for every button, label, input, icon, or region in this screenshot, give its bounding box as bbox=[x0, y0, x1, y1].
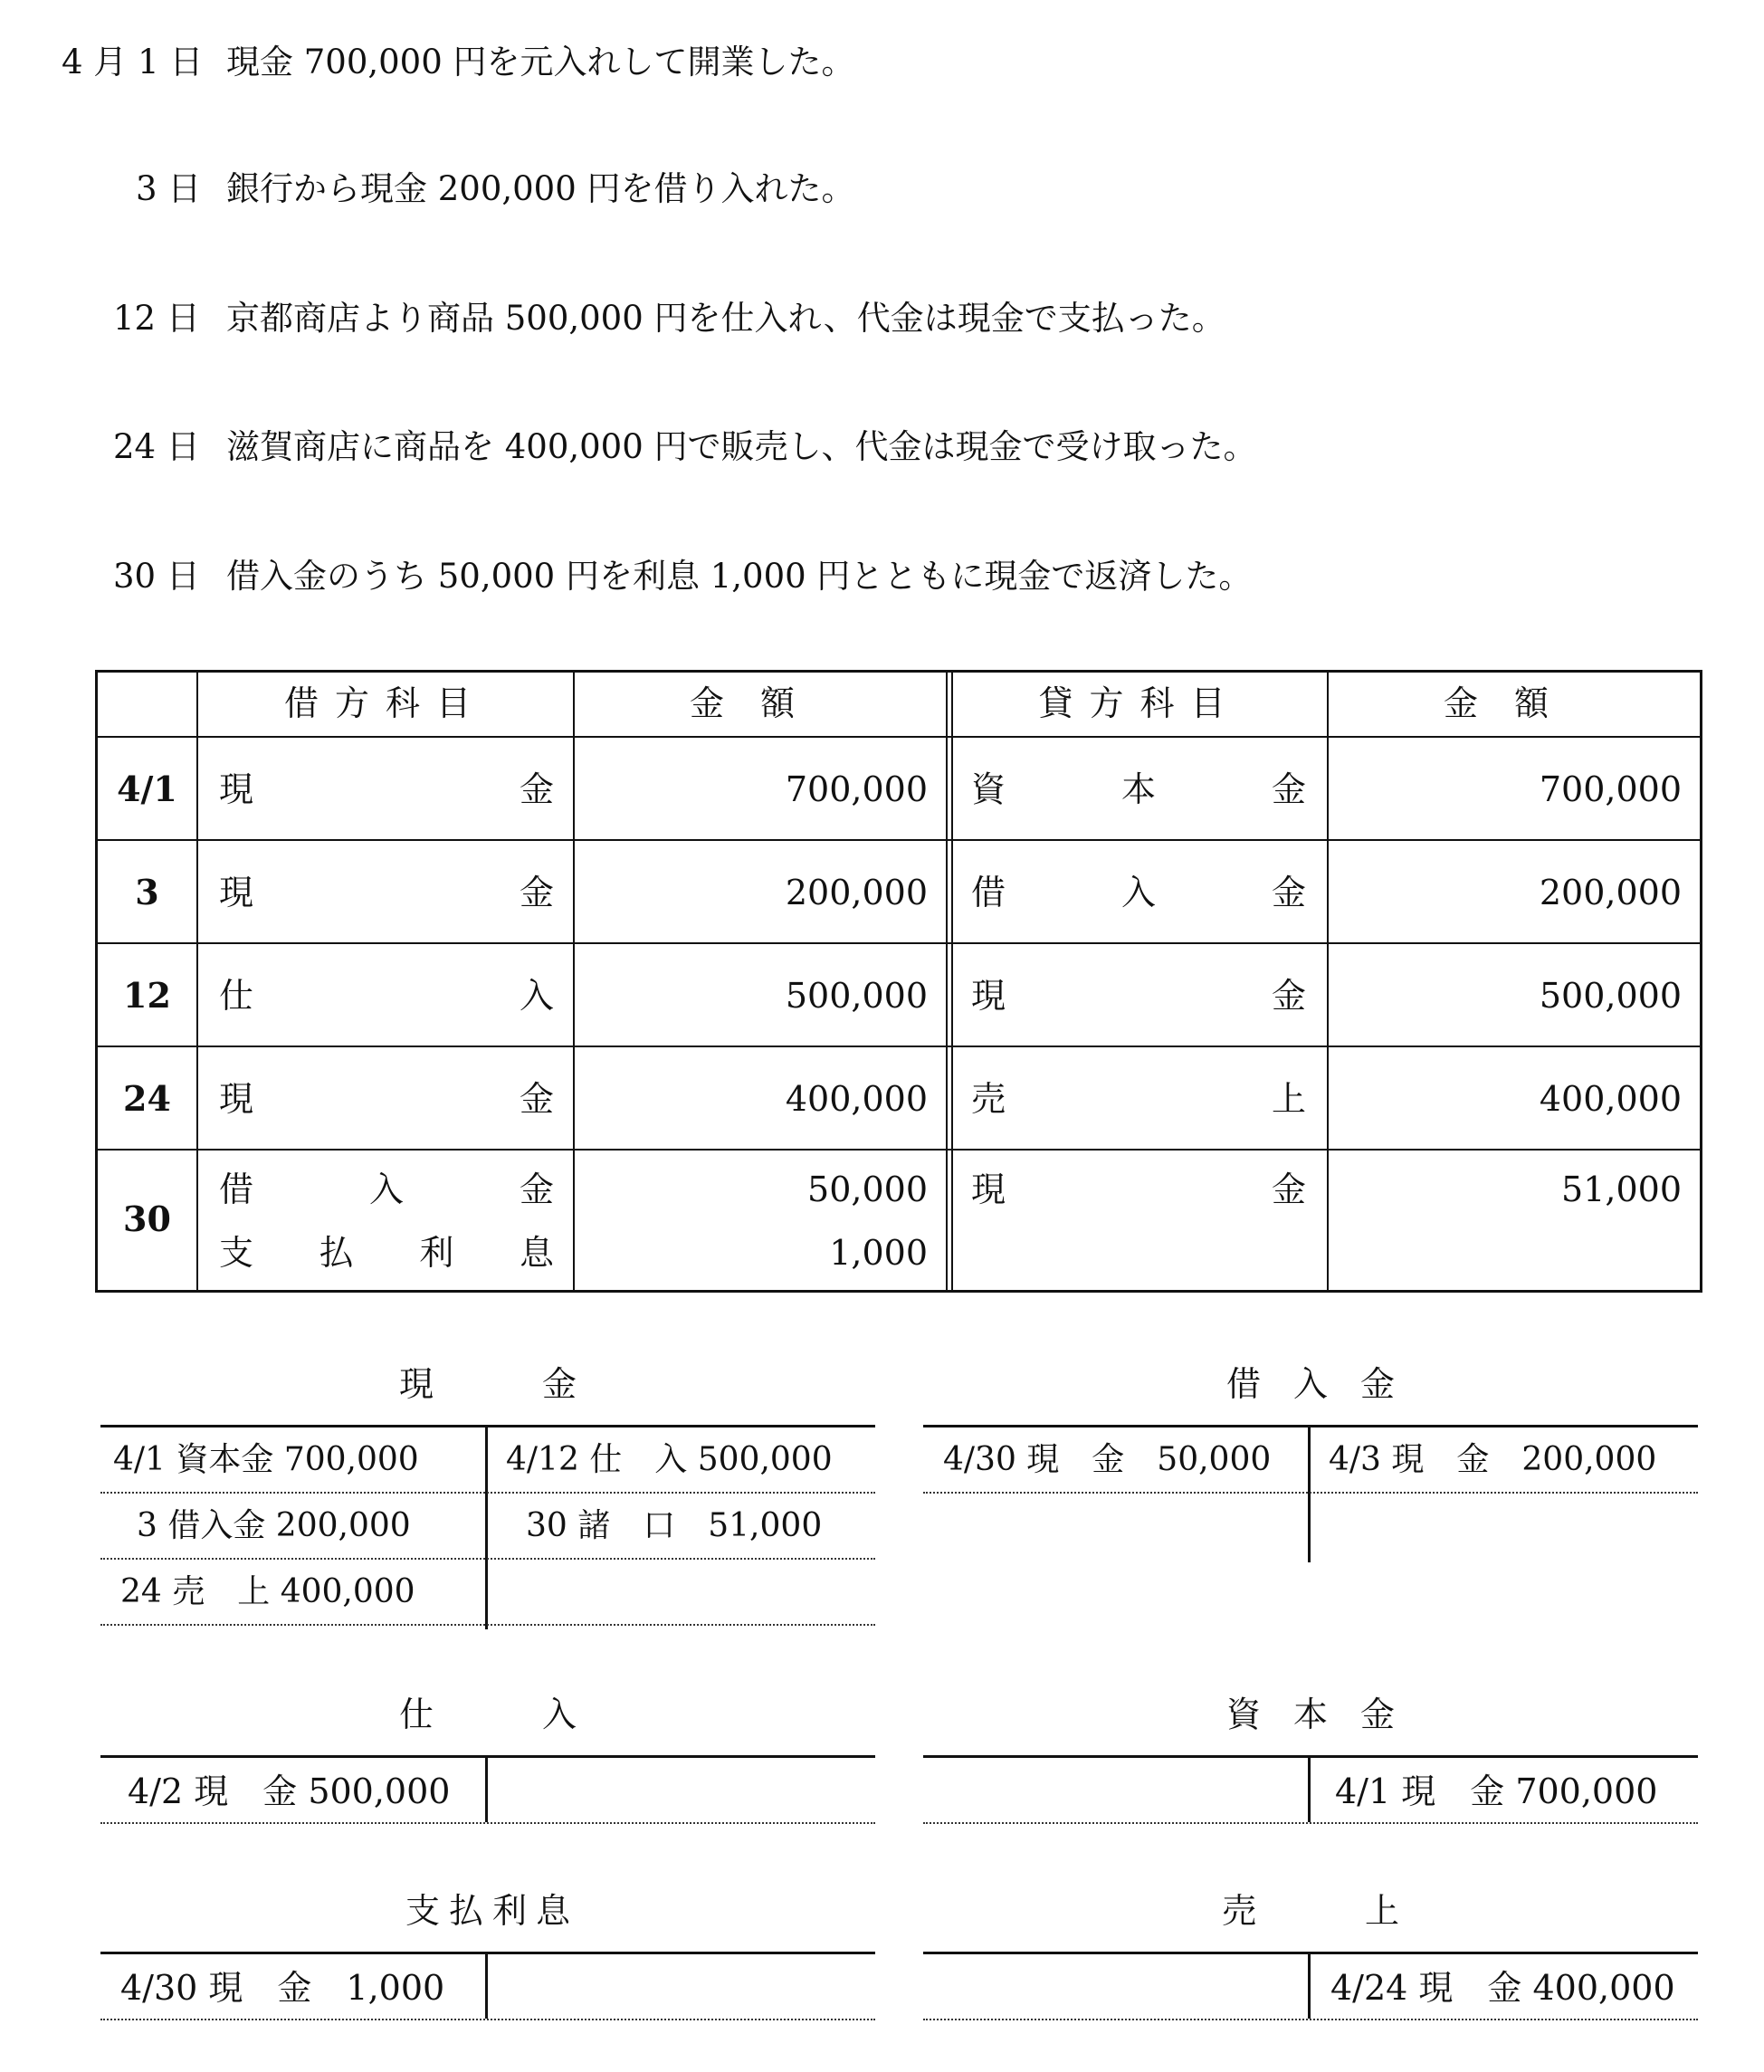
ledger-credit-entry: 4/12 仕 入 500,000 bbox=[506, 1441, 833, 1478]
ledger-sales bbox=[923, 1891, 1698, 2029]
ledger-dotted-line bbox=[923, 2019, 1698, 2020]
ledger-title-text: 現金 bbox=[398, 1364, 685, 1404]
ledger-title bbox=[100, 1364, 875, 1407]
account-char: 金 bbox=[1271, 1170, 1306, 1209]
debit-amount: 1,000 bbox=[829, 1233, 928, 1273]
table-border bbox=[95, 1290, 1702, 1293]
transaction-text: 滋賀商店に商品を 400,000 円で販売し、代金は現金で受け取った。 bbox=[226, 427, 1257, 466]
table-row-line bbox=[95, 1149, 1702, 1151]
header-debit-account: 借方科目 bbox=[283, 683, 487, 723]
debit-account bbox=[219, 1233, 554, 1273]
ledger-title bbox=[923, 1891, 1698, 1934]
credit-amount: 400,000 bbox=[1539, 1079, 1682, 1119]
debit-account bbox=[219, 875, 554, 910]
ledger-credit-entry: 30 諸 口 51,000 bbox=[526, 1507, 823, 1544]
ledger-debit-entry: 4/2 現 金 500,000 bbox=[128, 1771, 451, 1811]
transaction-text: 借入金のうち 50,000 円を利息 1,000 円とともに現金で返済した。 bbox=[226, 557, 1253, 596]
journal-date: 4/1 bbox=[117, 769, 177, 809]
ledger-credit-entry: 4/3 現 金 200,000 bbox=[1329, 1441, 1657, 1478]
transaction-date: 24 日 bbox=[113, 427, 200, 466]
account-char: 入 bbox=[368, 1170, 404, 1209]
ledger-center-line bbox=[485, 1757, 488, 1822]
journal-date: 12 bbox=[123, 975, 171, 1016]
ledger-debit-entry: 4/30 現 金 50,000 bbox=[943, 1441, 1272, 1478]
credit-account bbox=[971, 769, 1306, 809]
ledger-top-line bbox=[100, 1425, 875, 1427]
account-char: 本 bbox=[1120, 769, 1156, 809]
account-char: 現 bbox=[219, 769, 254, 809]
account-char: 現 bbox=[219, 873, 254, 912]
debit-amount: 700,000 bbox=[785, 769, 928, 809]
ledger-debit-entry: 4/30 現 金 1,000 bbox=[120, 1968, 445, 2008]
account-char: 金 bbox=[1271, 873, 1306, 912]
ledger-dotted-line bbox=[100, 1822, 875, 1824]
debit-amount: 50,000 bbox=[807, 1170, 928, 1209]
debit-account bbox=[219, 1172, 554, 1207]
ledger-top-line bbox=[100, 1952, 875, 1954]
ledger-dotted-line bbox=[100, 1558, 875, 1560]
table-border bbox=[95, 670, 1702, 673]
ledger-title-text: 資本金 bbox=[1225, 1695, 1427, 1734]
credit-account bbox=[971, 1079, 1306, 1119]
account-char: 支 bbox=[219, 1233, 254, 1273]
account-char: 現 bbox=[971, 976, 1006, 1016]
account-char: 入 bbox=[1120, 873, 1156, 912]
debit-amount: 400,000 bbox=[785, 1079, 928, 1119]
account-char: 売 bbox=[971, 1079, 1006, 1119]
ledger-center-line bbox=[1308, 1953, 1311, 2019]
credit-account bbox=[971, 875, 1306, 910]
header-credit-amount: 金額 bbox=[1443, 683, 1585, 723]
ledger-title-text: 借入金 bbox=[1225, 1364, 1427, 1404]
credit-account bbox=[971, 1172, 1306, 1207]
ledger-dotted-line bbox=[100, 1624, 875, 1626]
ledger-borrowings bbox=[923, 1364, 1698, 1566]
credit-amount: 700,000 bbox=[1539, 769, 1682, 809]
ledger-purchases bbox=[100, 1697, 875, 1833]
journal-date: 24 bbox=[123, 1078, 171, 1119]
transaction-text: 現金 700,000 円を元入れして開業した。 bbox=[226, 43, 855, 81]
debit-amount: 200,000 bbox=[785, 873, 928, 912]
account-char: 払 bbox=[319, 1233, 354, 1273]
transaction-text: 銀行から現金 200,000 円を借り入れた。 bbox=[226, 169, 855, 208]
table-double-line bbox=[946, 670, 948, 1293]
account-char: 金 bbox=[519, 1170, 554, 1209]
ledger-capital bbox=[923, 1697, 1698, 1833]
transaction-date: 12 日 bbox=[113, 299, 200, 338]
ledger-title bbox=[923, 1364, 1698, 1407]
account-char: 借 bbox=[219, 1170, 254, 1209]
transaction-date: 30 日 bbox=[113, 557, 200, 596]
account-char: 金 bbox=[519, 769, 554, 809]
table-row-line bbox=[95, 942, 1702, 944]
ledger-dotted-line bbox=[100, 2019, 875, 2020]
account-char: 金 bbox=[1271, 976, 1306, 1016]
account-char: 金 bbox=[519, 873, 554, 912]
transaction-date: 4 月 1 日 bbox=[62, 43, 204, 81]
table-row-line bbox=[95, 1046, 1702, 1047]
ledger-center-line bbox=[485, 1427, 488, 1629]
account-char: 資 bbox=[971, 769, 1006, 809]
ledger-top-line bbox=[100, 1755, 875, 1758]
transaction-date: 3 日 bbox=[136, 169, 202, 208]
debit-account bbox=[219, 769, 554, 809]
ledger-title-text: 売上 bbox=[1221, 1891, 1508, 1931]
table-border bbox=[1700, 670, 1702, 1293]
header-credit-account: 貸方科目 bbox=[1038, 683, 1242, 723]
ledger-title bbox=[923, 1697, 1698, 1737]
table-row-line bbox=[95, 839, 1702, 841]
ledger-dotted-line bbox=[100, 1492, 875, 1494]
ledger-debit-entry: 4/1 資本金 700,000 bbox=[113, 1441, 419, 1478]
ledger-dotted-line bbox=[923, 1492, 1698, 1494]
table-column-line bbox=[196, 670, 198, 1293]
ledger-credit-entry: 4/1 現 金 700,000 bbox=[1335, 1771, 1658, 1811]
header-debit-amount: 金額 bbox=[689, 683, 831, 723]
account-char: 入 bbox=[519, 976, 554, 1016]
ledger-dotted-line bbox=[923, 1822, 1698, 1824]
credit-amount: 500,000 bbox=[1539, 976, 1682, 1016]
account-char: 金 bbox=[1271, 769, 1306, 809]
ledger-cash bbox=[100, 1364, 875, 1620]
ledger-title-text: 支払利息 bbox=[405, 1891, 579, 1931]
account-char: 借 bbox=[971, 873, 1006, 912]
ledger-top-line bbox=[923, 1755, 1698, 1758]
account-char: 利 bbox=[419, 1233, 454, 1273]
credit-amount: 51,000 bbox=[1561, 1170, 1682, 1209]
account-char: 現 bbox=[971, 1170, 1006, 1209]
account-char: 仕 bbox=[219, 976, 254, 1016]
ledger-center-line bbox=[485, 1953, 488, 2019]
account-char: 金 bbox=[519, 1079, 554, 1119]
journal-date: 30 bbox=[123, 1198, 171, 1239]
ledger-title bbox=[100, 1891, 875, 1934]
credit-account bbox=[971, 976, 1306, 1016]
debit-amount: 500,000 bbox=[785, 976, 928, 1016]
credit-amount: 200,000 bbox=[1539, 873, 1682, 912]
ledger-interest-expense bbox=[100, 1891, 875, 2029]
table-double-line bbox=[951, 670, 953, 1293]
account-char: 息 bbox=[519, 1233, 554, 1273]
ledger-top-line bbox=[923, 1425, 1698, 1427]
ledger-credit-entry: 4/24 現 金 400,000 bbox=[1330, 1968, 1675, 2008]
debit-account bbox=[219, 1079, 554, 1119]
ledger-top-line bbox=[923, 1952, 1698, 1954]
account-char: 上 bbox=[1271, 1079, 1306, 1119]
journal-date: 3 bbox=[135, 872, 159, 912]
account-char: 現 bbox=[219, 1079, 254, 1119]
ledger-title bbox=[100, 1697, 875, 1737]
ledger-title-text: 仕入 bbox=[398, 1695, 685, 1734]
table-row-line bbox=[95, 736, 1702, 738]
ledger-debit-entry: 3 借入金 200,000 bbox=[137, 1507, 411, 1544]
ledger-center-line bbox=[1308, 1757, 1311, 1822]
debit-account bbox=[219, 976, 554, 1016]
transaction-text: 京都商店より商品 500,000 円を仕入れ、代金は現金で支払った。 bbox=[226, 299, 1225, 338]
journal-table bbox=[95, 670, 1702, 1293]
ledger-center-line bbox=[1308, 1427, 1311, 1562]
ledger-debit-entry: 24 売 上 400,000 bbox=[120, 1573, 415, 1610]
